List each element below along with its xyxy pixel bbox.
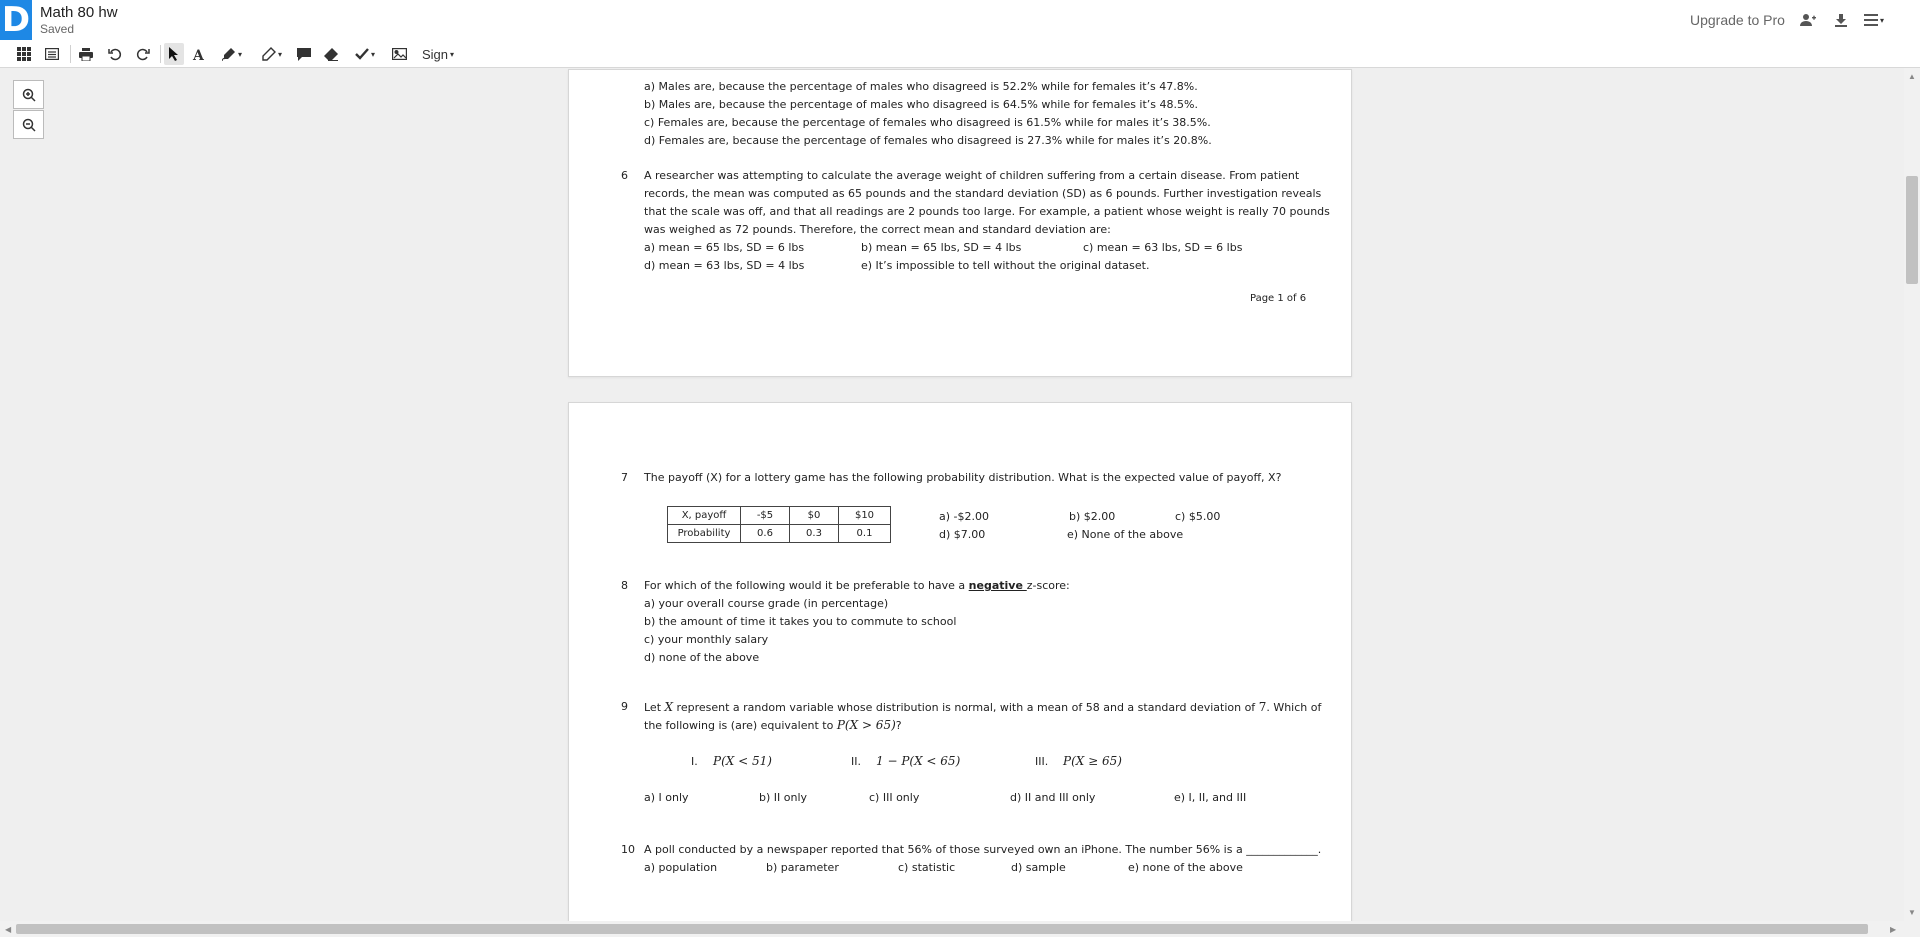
question-number: 8 <box>621 579 628 592</box>
q10-option-c[interactable]: c) statistic <box>898 861 956 874</box>
q5-option-a[interactable]: a) Males are, because the percentage of males who disagreed is 52.2% while for females it’s 47.8%. <box>644 80 1198 93</box>
q10-option-d[interactable]: d) sample <box>1011 861 1066 874</box>
editor-toolbar <box>0 40 1920 68</box>
chevron-down-icon: ▾ <box>450 49 455 59</box>
q10-option-e[interactable]: e) none of the above <box>1128 861 1243 874</box>
select-pointer-icon[interactable] <box>164 43 184 65</box>
q6-text-line[interactable]: A researcher was attempting to calculate the average weight of children suffering from a certain disease. From patient <box>644 169 1300 182</box>
question-number: 10 <box>621 843 635 856</box>
outline-list-icon[interactable] <box>42 43 62 65</box>
payoff-distribution-table <box>667 506 891 543</box>
document-page-2 <box>568 402 1352 922</box>
chevron-down-icon: ▾ <box>370 49 375 59</box>
redo-icon[interactable] <box>133 43 153 65</box>
sign-menu-button[interactable] <box>418 43 458 65</box>
q8-text[interactable] <box>644 579 1070 593</box>
q5-option-b[interactable]: b) Males are, because the percentage of males who disagreed is 64.5% while for females it’s 48.5%. <box>644 98 1198 111</box>
q8-text-start: For which of the following would it be preferable to have a <box>644 579 969 592</box>
q7-text[interactable]: The payoff (X) for a lottery game has the following probability distribution. What is the expected value of payoff, X? <box>644 471 1282 484</box>
q10-option-a[interactable]: a) population <box>644 861 718 874</box>
q9-expression: P(X > 65) <box>836 718 896 732</box>
q5-option-d[interactable]: d) Females are, because the percentage of females who disagreed is 27.3% while for males it’s 20.8%. <box>644 134 1212 147</box>
q6-option-e[interactable]: e) It’s impossible to tell without the original dataset. <box>861 259 1150 272</box>
menu-icon[interactable] <box>1863 10 1885 30</box>
q9-text: . Which of <box>1266 701 1322 714</box>
table-cell: 0.1 <box>839 525 891 543</box>
eraser-icon[interactable] <box>321 43 341 65</box>
q9-text-line1[interactable] <box>644 700 1321 715</box>
table-cell: Probability <box>668 525 741 543</box>
add-user-icon[interactable] <box>1797 10 1819 30</box>
question-number: 9 <box>621 700 628 713</box>
insert-image-icon[interactable] <box>389 43 409 65</box>
q8-emphasis: negative <box>968 579 1027 592</box>
zoom-out-button[interactable] <box>13 110 44 139</box>
question-number: 6 <box>621 169 628 182</box>
q5-option-c[interactable]: c) Females are, because the percentage of females who disagreed is 61.5% while for males it’s 38.5%. <box>644 116 1211 129</box>
q6-text-line[interactable]: was weighed as 72 pounds. Therefore, the correct mean and standard deviation are: <box>644 223 1111 236</box>
q10-option-b[interactable]: b) parameter <box>766 861 839 874</box>
chevron-down-icon: ▾ <box>237 49 242 59</box>
roman-numeral-label: I. <box>691 755 698 768</box>
table-cell: $0 <box>790 507 839 525</box>
question-number: 7 <box>621 471 628 484</box>
q8-option-d[interactable]: d) none of the above <box>644 651 760 664</box>
zoom-out-icon <box>22 118 36 132</box>
q9-option-b[interactable]: b) II only <box>759 791 808 804</box>
svg-text:A: A <box>192 47 204 61</box>
undo-icon[interactable] <box>105 43 125 65</box>
q6-text-line[interactable]: records, the mean was computed as 65 pounds and the standard deviation (SD) as 6 pounds. Further investigation reveals <box>644 187 1322 200</box>
sign-label: Sign <box>421 46 448 62</box>
table-cell: -$5 <box>741 507 790 525</box>
table-row <box>668 525 891 543</box>
q9-sd-value: 7 <box>1258 700 1267 714</box>
statement-iii: P(X ≥ 65) <box>1063 754 1122 768</box>
q6-option-c[interactable]: c) mean = 63 lbs, SD = 6 lbs <box>1083 241 1243 254</box>
scroll-right-arrow-icon[interactable]: ▶ <box>1890 925 1897 934</box>
document-page-1 <box>568 69 1352 377</box>
q9-option-e[interactable]: e) I, II, and III <box>1174 791 1247 804</box>
q9-option-d[interactable]: d) II and III only <box>1010 791 1096 804</box>
draw-tool-icon[interactable] <box>216 43 248 65</box>
q8-text-end: z-score: <box>1026 579 1070 592</box>
print-icon[interactable] <box>76 43 96 65</box>
q7-option-a[interactable]: a) -$2.00 <box>939 510 989 523</box>
q9-text: ? <box>895 719 902 732</box>
q6-option-d[interactable]: d) mean = 63 lbs, SD = 4 lbs <box>644 259 805 272</box>
roman-numeral-label: II. <box>851 755 861 768</box>
thumbnails-grid-icon[interactable] <box>14 43 34 65</box>
q9-text: represent a random variable whose distribution is normal, with a mean of 58 and a standard deviation of <box>673 701 1259 714</box>
q9-text: the following is (are) equivalent to <box>644 719 837 732</box>
chevron-down-icon: ▾ <box>1879 15 1884 25</box>
q9-text: Let <box>644 701 665 714</box>
q7-option-c[interactable]: c) $5.00 <box>1175 510 1221 523</box>
checkmark-tool-icon[interactable] <box>349 43 381 65</box>
scroll-down-arrow-icon[interactable]: ▼ <box>1908 908 1916 917</box>
q9-variable: X <box>664 700 674 714</box>
q9-option-c[interactable]: c) III only <box>869 791 920 804</box>
table-cell: 0.3 <box>790 525 839 543</box>
download-icon[interactable] <box>1830 10 1852 30</box>
q9-option-a[interactable]: a) I only <box>644 791 689 804</box>
toolbar-divider <box>70 45 71 63</box>
q8-option-b[interactable]: b) the amount of time it takes you to commute to school <box>644 615 957 628</box>
vertical-scroll-thumb[interactable] <box>1906 176 1918 284</box>
comment-icon[interactable] <box>294 43 314 65</box>
table-cell: 0.6 <box>741 525 790 543</box>
scroll-up-arrow-icon[interactable]: ▲ <box>1908 72 1916 81</box>
table-cell: X, payoff <box>668 507 741 525</box>
upgrade-to-pro-link[interactable]: Upgrade to Pro <box>1690 12 1785 28</box>
table-cell: $10 <box>839 507 891 525</box>
statement-ii: 1 − P(X < 65) <box>876 754 961 768</box>
q10-text[interactable]: A poll conducted by a newspaper reported that 56% of those surveyed own an iPhone. The number 56% is a _____________. <box>644 843 1322 856</box>
roman-numeral-label: III. <box>1035 755 1049 768</box>
save-status: Saved <box>40 22 75 36</box>
q7-option-b[interactable]: b) $2.00 <box>1069 510 1116 523</box>
horizontal-scroll-thumb[interactable] <box>16 924 1868 934</box>
q8-option-a[interactable]: a) your overall course grade (in percentage) <box>644 597 889 610</box>
q6-option-b[interactable]: b) mean = 65 lbs, SD = 4 lbs <box>861 241 1022 254</box>
zoom-in-button[interactable] <box>13 80 44 109</box>
q7-option-d[interactable]: d) $7.00 <box>939 528 986 541</box>
toolbar-divider <box>160 45 161 63</box>
table-row <box>668 507 891 525</box>
text-tool-icon[interactable] <box>188 43 208 65</box>
q8-option-c[interactable]: c) your monthly salary <box>644 633 769 646</box>
highlight-tool-icon[interactable] <box>256 43 288 65</box>
q7-option-e[interactable]: e) None of the above <box>1067 528 1184 541</box>
q9-text-line2[interactable] <box>644 718 902 733</box>
statement-i: P(X < 51) <box>713 754 772 768</box>
q6-text-line[interactable]: that the scale was off, and that all readings are 2 pounds too large. For example, a patient whose weight is really 70 pounds <box>644 205 1330 218</box>
chevron-down-icon: ▾ <box>277 49 282 59</box>
app-header <box>0 0 1920 40</box>
q6-option-a[interactable]: a) mean = 65 lbs, SD = 6 lbs <box>644 241 805 254</box>
scroll-left-arrow-icon[interactable]: ◀ <box>5 925 12 934</box>
app-logo[interactable]: D <box>1 0 31 40</box>
document-title[interactable]: Math 80 hw <box>40 4 118 21</box>
page-number: Page 1 of 6 <box>1250 293 1307 304</box>
zoom-in-icon <box>22 88 36 102</box>
